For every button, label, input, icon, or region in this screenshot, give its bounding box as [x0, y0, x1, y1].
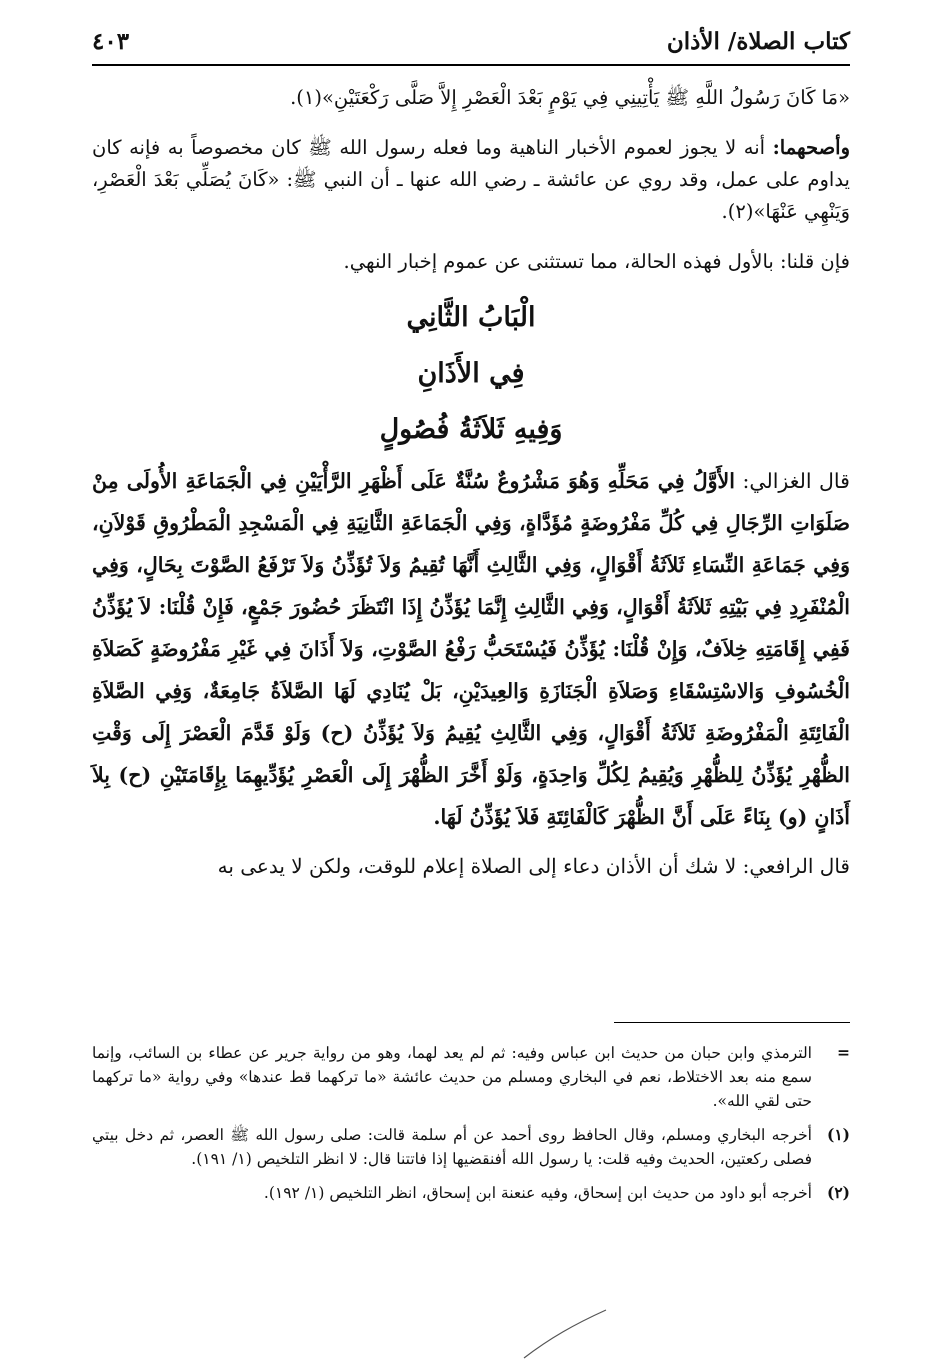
main-text: [92, 82, 850, 882]
footnote-text: أخرجه أبو داود من حديث ابن إسحاق، وفيه عنعنة ابن إسحاق، انظر التلخيص (١/ ١٩٢).: [263, 1184, 812, 1202]
pen-stroke-mark: [520, 1308, 610, 1360]
footnotes: [92, 1022, 850, 1205]
second-opinion-paragraph: [92, 132, 850, 228]
footnote-mark: (٢): [826, 1183, 850, 1202]
conclusion-paragraph: فإن قلنا: بالأول فهذه الحالة، مما تستثنى عن عموم إخبار النهي.: [343, 250, 850, 273]
ghazali-text: [92, 460, 850, 838]
rafii-commentary: قال الرافعي: لا شك أن الأذان دعاء إلى الصلاة إعلام للوقت، ولكن لا يدعى به: [217, 854, 850, 878]
paragraph-body: أنه لا يجوز لعموم الأخبار الناهية وما فعله رسول الله ﷺ كان مخصوصاً به فإنه كان يداوم على عمل، وقد روي عن عائشة ـ رضي الله عنها ـ أن النبي ﷺ: «كَانَ يُصَلِّي بَعْدَ الْعَصْرِ، وَيَنْهِي عَنْهَا»(٢).: [92, 136, 850, 223]
ghazali-body: الأَوَّلُ فِي مَحَلِّهِ وَهُوَ مَشْرُوعٌ سُنَّةٌ عَلَى أَظْهَرِ الرَّأْيَيْنِ فِي الْجَمَاعَةِ الأُولَى مِنْ صَلَوَاتِ الرِّجَالِ فِي كُلِّ مَفْرُوضَةٍ مُؤَدَّاةٍ، وَفِي الْجَمَاعَةِ الثَّانِيَةِ فِي الْمَسْجِدِ الْمَطْرُوقِ قَوْلاَنِ، وَفِي جَمَاعَةِ النِّسَاءِ ثَلاَثَةُ أَقْوَالٍ، وَفِي الثَّالِثِ أَنَّهَا تُقِيمُ وَلاَ تُؤَذِّنُ وَلاَ تَرْفَعُ الصَّوْتَ بِحَالٍ، وَفِي الْمُنْفَرِدِ فِي بَيْتِهِ ثَلاَثَةُ أَقْوَالٍ، وَفِي الثَّالِثِ إِنَّمَا يُؤَذِّنُ إِذَا انْتَظَرَ حُضُورَ جَمْعٍ، فَإِنْ قُلْنَا: لاَ يُؤَذِّنُ فَفِي إِقَامَتِهِ خِلاَفٌ، وَإِنْ قُلْنَا: يُؤَذِّنُ فَيُسْتَحَبُّ رَفْعُ الصَّوْتِ، وَلاَ أَذَانَ فِي غَيْرِ مَفْرُوضَةٍ كَصَلاَةِ الْخُسُوفِ وَالاسْتِسْقَاءِ وَصَلاَةِ الْجَنَازَةِ وَالعِيدَيْنِ، بَلْ يُنَادِي لَهَا الصَّلاَةُ جَامِعَةٌ، وَفِي الصَّلاَةِ الْفَائِتَةِ الْمَفْرُوضَةِ ثَلاَثَةُ أَقْوَالٍ، وَفِي الثَّالِثِ يُقِيمُ وَلاَ يُؤَذِّنُ (ح) وَلَوْ قَدَّمَ الْعَصْرَ إِلَى وَقْتِ الظُّهْرِ يُؤَذِّنُ لِلظُّهْرِ وَيُقِيمُ لِكُلِّ وَاحِدَةٍ، وَلَوْ أَخَّرَ الظُّهْرَ إِلَى الْعَصْرِ يُؤَدِّيهِمَا بِإِقَامَتَيْنِ (ح) بِلاَ أَذَانٍ (و) بِنَاءً عَلَى أَنَّ الظُّهْرَ كَالْفَائِتَةِ فَلاَ يُؤَذِّنُ لَهَا.: [92, 469, 850, 829]
running-header: [92, 22, 850, 62]
ghazali-lead: قال الغزالي:: [742, 469, 850, 493]
header-rule: [92, 64, 850, 66]
sections-heading: وَفِيهِ ثَلاَثَةُ فُصُولٍ: [379, 414, 563, 445]
footnote-continuation: [92, 1041, 850, 1113]
page-number: ٤٠٣: [92, 28, 130, 55]
footnote-mark: =: [837, 1043, 850, 1062]
footnote-1: [92, 1123, 850, 1171]
subject-heading: فِي الأَذَانِ: [417, 358, 525, 389]
footnote-text: الترمذي وابن حبان من حديث ابن عباس وفيه: ثم لم يعد لهما، وهو من رواية جرير عن عطاء بن السائب، وإنما سمع منه بعد الاختلاط، نعم في البخاري ومسلم من حديث عائشة «ما تركهما قط عندها» وفي رواية «ما تركهما حتى لقي الله».: [92, 1044, 812, 1110]
paragraph-lead: وأصحهما:: [772, 136, 850, 159]
running-title: كتاب الصلاة/ الأذان: [666, 28, 850, 55]
chapter-heading: الْبَابُ الثَّانِي: [406, 302, 536, 333]
footnote-2: [92, 1181, 850, 1205]
footnote-mark: (١): [826, 1125, 850, 1144]
hadith-paragraph: «مَا كَانَ رَسُولُ اللَّهِ ﷺ يَأْتِينِي فِي يَوْمٍ بَعْدَ الْعَصْرِ إِلاَّ صَلَّى رَكْعَتَيْنِ»(١).: [290, 86, 850, 109]
footnote-rule: [614, 1022, 850, 1023]
footnote-text: أخرجه البخاري ومسلم، وقال الحافظ روى أحمد عن أم سلمة قالت: صلى رسول الله ﷺ العصر، ثم دخل بيتي فصلى ركعتين، الحديث وفيه قلت: يا رسول الله أفنقضيها إذا فاتتنا قال: لا انظر التلخيص (١/ ١٩١).: [92, 1126, 812, 1168]
